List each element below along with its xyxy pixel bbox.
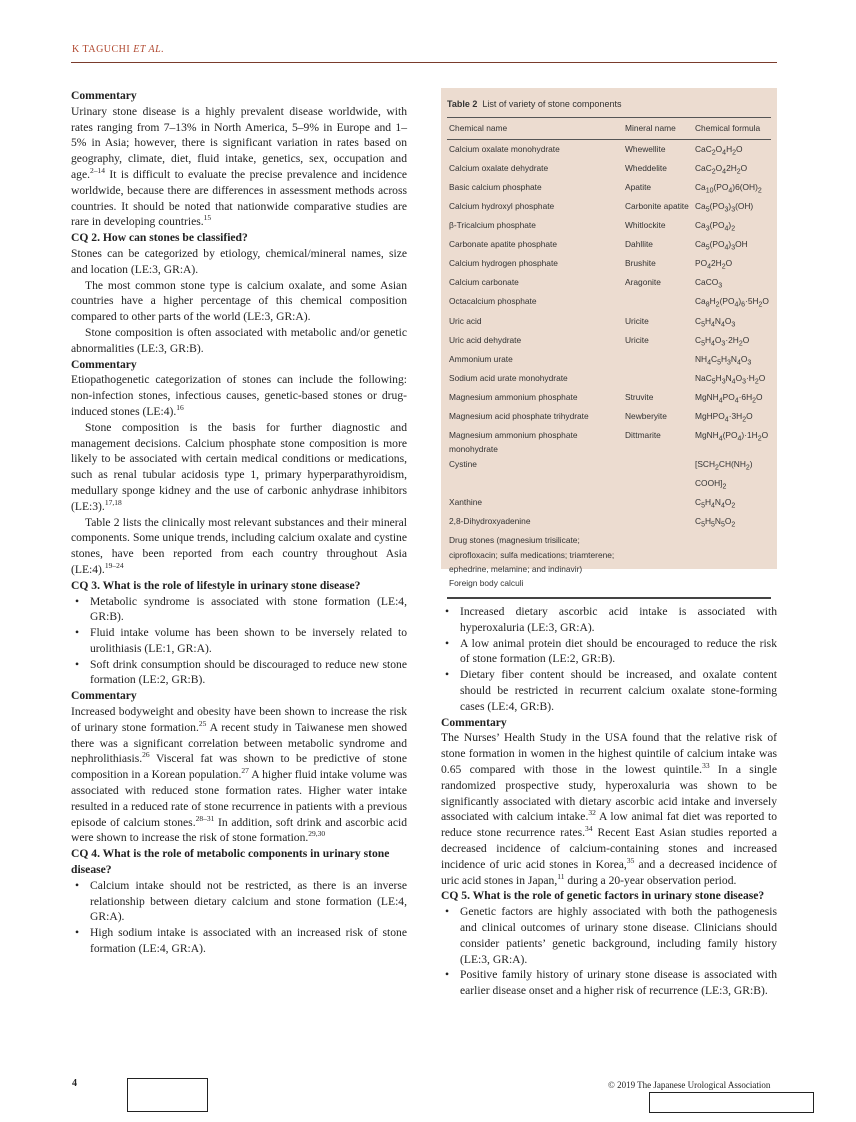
table-row: [447, 409, 771, 428]
table-cell: $NH_4C_5H_3N_4O_3$: [695, 353, 752, 367]
table-cell: [695, 533, 771, 576]
paragraph: Table 2 lists the clinically most relevant substances and their mineral components. Some unique trends, including calcium oxalate and cystine stones, have been reported from each country throughout Asia (LE:4).$^{19-24}$: [71, 515, 407, 576]
list-item: • Genetic factors are highly associated with both the pathogenesis and clinical outcomes of urinary stone disease. Clinicians should consider patients’ genetic background, including family history (LE:3, GR:A).: [441, 904, 777, 967]
table-cell: Xanthine: [449, 496, 483, 507]
list-item: • Positive family history of urinary stone disease is associated with earlier disease onset and a higher risk of recurrence (LE:3, GR:B).: [441, 967, 777, 999]
table-cell: $MgHPO_4\cdot 3H_2O$: [695, 410, 753, 424]
copyright: © 2019 The Japanese Urological Association: [608, 1080, 771, 1090]
table-row: [447, 576, 771, 590]
table-cell: Uricite: [625, 334, 649, 345]
table-cell: Magnesium ammonium phosphate monohydrate: [449, 429, 578, 455]
table-row: [447, 314, 771, 333]
list-item: • A low animal protein diet should be encouraged to reduce the risk of stone formation (LE:2, GR:B).: [441, 636, 777, 668]
paragraph: Stones can be categorized by etiology, chemical/mineral names, size and location (LE:3, GR:A).: [71, 246, 407, 276]
table-cell: Calcium hydrogen phosphate: [449, 258, 558, 269]
table-row: [447, 352, 771, 371]
table-cell: Basic calcium phosphate: [449, 181, 542, 192]
table-cell: $Ca_5(PO_3)_3(OH)$: [695, 201, 754, 214]
table-cell: $CaC_2O_42H_2O$: [695, 162, 748, 176]
table-cell: Carbonite apatite: [625, 201, 689, 212]
table-row: [447, 294, 771, 313]
table-cell: Ammonium urate: [449, 353, 513, 364]
bullet-list: [441, 604, 777, 715]
table-cell: $C_5H_4N_4O_3$: [695, 315, 736, 329]
bullet-list: [441, 904, 777, 999]
section-heading: Commentary: [71, 689, 137, 703]
table-cell: Wheddelite: [625, 162, 667, 173]
table-cell: Aragonite: [625, 277, 661, 288]
table-cell: [625, 495, 695, 514]
table-cell: Uricite: [625, 315, 649, 326]
paragraph: Stone composition is often associated with metabolic and/or genetic abnormalities (LE:3, GR:B).: [71, 325, 407, 355]
stone-components-table: [447, 97, 771, 599]
table-cell: CaCO$_3$: [695, 277, 723, 291]
footer-box: [649, 1092, 814, 1113]
table-caption: Table 2 List of variety of stone components: [447, 99, 622, 109]
list-item: • Dietary fiber content should be increased, and oxalate content should be restricted in recurrent calcium oxalate stone-forming cases (LE:4, GR:B).: [441, 667, 777, 714]
table-cell: $MgNH_4(PO_4)\cdot 1H_2O$: [695, 429, 769, 443]
table-cell: [625, 352, 695, 371]
list-item: • Fluid intake volume has been shown to be inversely related to urolithiasis (LE:1, GR:A).: [71, 625, 407, 657]
bullet-list: [71, 878, 407, 957]
header-rule: [71, 62, 777, 63]
table-cell: Brushite: [625, 258, 656, 269]
table-header-row: [447, 118, 771, 138]
table-cell: Apatite: [625, 181, 652, 192]
table-cell: $Ca_{10}(PO_4)6(OH)_2$: [695, 181, 762, 195]
table-cell: [$SCH_2CH(NH_2)$ $COOH]_2$: [695, 458, 753, 491]
table-cell: $PO_42H_2O$: [695, 258, 733, 271]
footer-box: [127, 1078, 208, 1112]
table-cell: [625, 294, 695, 313]
table-cell: Calcium carbonate: [449, 277, 519, 288]
section-heading: CQ 4. What is the role of metabolic components in urinary stone disease?: [71, 847, 390, 877]
table-row: [447, 514, 771, 533]
section-heading: Commentary: [71, 89, 137, 102]
section-heading: Commentary: [441, 715, 507, 729]
table-row: [447, 180, 771, 199]
table-cell: Struvite: [625, 391, 654, 402]
table-cell: $C_5H_4N_4O_2$: [695, 496, 736, 510]
table-cell: [625, 533, 695, 576]
page-number: 4: [72, 1078, 77, 1089]
table-cell: Uric acid dehydrate: [449, 334, 522, 345]
table-cell: Dahllite: [625, 239, 653, 250]
table-cell: Drug stones (magnesium trisilicate; ciprofloxacin; sulfa medications; triamterene; ephedrine, melamine; and indinavir): [449, 535, 615, 574]
table-cell: [625, 576, 695, 590]
table-cell: Magnesium acid phosphate trihydrate: [449, 410, 589, 421]
table-row: [447, 161, 771, 180]
table-cell: β-Tricalcium phosphate: [449, 220, 536, 231]
table-cell: Dittmarite: [625, 429, 661, 440]
table-cell: $Ca_8H_2(PO_4)_6\cdot 5H_2O$: [695, 296, 769, 310]
table-cell: $C_5H_4O_3\cdot 2H_2O$: [695, 334, 750, 348]
list-item: • Increased dietary ascorbic acid intake is associated with hyperoxaluria (LE:3, GR:A).: [441, 604, 777, 636]
table-header-cell: Mineral name: [625, 123, 676, 134]
section-heading: CQ 2. How can stones be classified?: [71, 231, 248, 245]
left-column: [71, 88, 407, 957]
table-cell: Newberyite: [625, 410, 667, 421]
section-heading: CQ 3. What is the role of lifestyle in urinary stone disease?: [71, 578, 361, 592]
table-row: [447, 390, 771, 409]
list-item: • Metabolic syndrome is associated with stone formation (LE:4, GR:B).: [71, 594, 407, 626]
table-cell: $Ca_3(PO_4)_2$: [695, 220, 736, 233]
paragraph: Increased bodyweight and obesity have been shown to increase the risk of urinary stone formation.$^{25}$ A recent study in Taiwanese men showed there was a significant correlation between metabolic syndrome and nephrolithiasis.$^{26}$ Visceral fat was shown to be predictive of stone composition in a Korean population.$^{27}$ A higher fluid intake volume was associated with reduced stone formation rates. Higher water intake resulted in a reduced rate of stone recurrence in patients with a previous episode of calcium stones.$^{28-31}$ In addition, soft drink and ascorbic acid were shown to increase the risk of stone formation.$^{29,30}$: [71, 705, 408, 845]
table-cell: $CaC_2O_4H_2O$: [695, 143, 743, 157]
table-cell: Sodium acid urate monohydrate: [449, 372, 568, 383]
table-cell: Whitlockite: [625, 220, 666, 231]
list-item: • High sodium intake is associated with an increased risk of stone formation (LE:4, GR:A).: [71, 925, 407, 957]
table-cell: Carbonate apatite phosphate: [449, 239, 558, 250]
table-row: [447, 371, 771, 390]
table-row: [447, 533, 771, 576]
table-cell: Calcium hydroxyl phosphate: [449, 201, 555, 212]
table-cell: $NaC_5H_3N_4O_3\cdot H_2O$: [695, 372, 766, 386]
table-cell: $Ca_5(PO_4)_3OH$: [695, 239, 748, 252]
table-cell: Foreign body calculi: [449, 578, 524, 589]
list-item: • Calcium intake should not be restricted, as there is an inverse relationship between dietary calcium and stone formation (LE:4, GR:A).: [71, 878, 407, 925]
table-cell: Whewellite: [625, 143, 666, 154]
table-cell: Cystine: [449, 458, 477, 469]
table-row: [447, 333, 771, 352]
table-row: [447, 199, 771, 218]
table-cell: [625, 457, 695, 495]
table-row: [447, 457, 771, 495]
table-cell: Calcium oxalate dehydrate: [449, 162, 549, 173]
table-row: [447, 256, 771, 275]
right-column: [441, 604, 777, 999]
table-row: [447, 237, 771, 256]
table-header-cell: Chemical formula: [695, 123, 761, 134]
section-heading: CQ 5. What is the role of genetic factors in urinary stone disease?: [441, 889, 765, 903]
table-cell: $C_5H_5N_5O_2$: [695, 516, 736, 529]
paragraph: Etiopathogenetic categorization of stones can include the following: non-infection stones, infectious causes, genetic-based stones or drug-induced stones (LE:4).$^{16}$: [71, 373, 407, 418]
section-heading: Commentary: [71, 357, 137, 371]
table-cell: Octacalcium phosphate: [449, 296, 537, 307]
table-body: [447, 140, 771, 597]
table-header-cell: Chemical name: [449, 123, 508, 134]
table-row: [447, 275, 771, 294]
list-item: • Soft drink consumption should be discouraged to reduce new stone formation (LE:2, GR:B).: [71, 657, 407, 689]
table-cell: [625, 371, 695, 390]
paragraph: The Nurses’ Health Study in the USA found that the relative risk of stone formation in women in the highest quintile of calcium intake was 0.65 compared with those in the lowest quintile.$^{33}$ In a single randomized prospective study, hyperoxaluria was shown to be significantly associated with dietary ascorbic acid intake and inversely associated with calcium intake.$^{32}$ A low animal fat diet was reported to reduce stone recurrence rates.$^{34}$ Recent East Asian studies reported a decreased incidence of calcium-containing stones and increased incidence of uric acid stones in Korea,$^{35}$ and a decreased incidence of uric acid stones in Japan,$^{11}$ during a 20-year observation period.: [441, 731, 778, 887]
table-row: [447, 142, 771, 161]
running-header: K TAGUCHI ET AL.: [72, 44, 165, 55]
table-cell: Magnesium ammonium phosphate: [449, 391, 578, 402]
table-cell: Calcium oxalate monohydrate: [449, 143, 560, 154]
table-cell: $MgNH_4PO_4\cdot 6H_2O$: [695, 391, 763, 405]
paragraph: Stone composition is the basis for further diagnostic and management decisions. Calcium phosphate stone composition is more likely to be associated with certain medical conditions or medications, such as renal tubular acidosis type 1, primary hyperparathyroidism, medullary sponge kidney and the use of carbonic anhydrase inhibitors (LE:3).$^{17,18}$: [71, 420, 407, 513]
table-cell: [625, 514, 695, 533]
table-row: [447, 428, 771, 457]
bullet-list: [71, 594, 407, 689]
paragraph: Urinary stone disease is a highly prevalent disease worldwide, with rates ranging from 7–13% in North America, 5–9% in Europe and 1–5% in Asia; however, there is significant variation in rates based on geography, climate, diet, fluid intake, genetics, sex, occupation and age.$^{2-14}$ It is difficult to evaluate the precise prevalence and incidence worldwide, because there are differences in assessment methods across countries. It should be noted that nationwide comparative studies are rare in developing countries.$^{15}$: [71, 104, 407, 229]
table-cell: Uric acid: [449, 315, 482, 326]
table-cell: 2,8-Dihydroxyadenine: [449, 516, 531, 527]
table-cell: [695, 576, 771, 590]
paragraph: The most common stone type is calcium oxalate, and some Asian countries have a higher percentage of this chemical composition compared to other parts of the world (LE:3, GR:A).: [71, 278, 407, 324]
table-row: [447, 218, 771, 237]
table-row: [447, 495, 771, 514]
